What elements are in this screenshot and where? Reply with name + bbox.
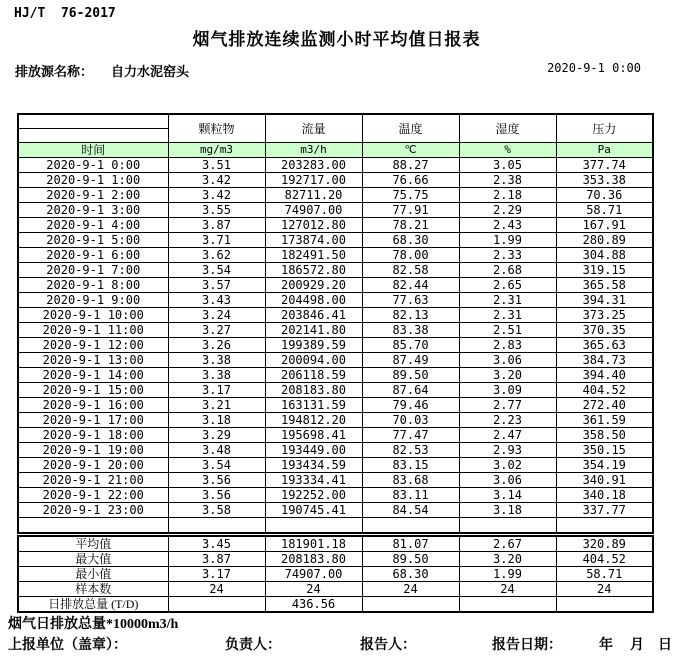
summary-value-pressure: 320.89 (556, 536, 653, 552)
report-meta (15, 61, 659, 77)
spacer-row (18, 518, 653, 534)
data-row (18, 323, 653, 338)
value-cell-flow: 200094.00 (265, 353, 362, 368)
value-cell-humidity: 3.06 (459, 473, 556, 488)
value-cell-pm: 3.26 (168, 338, 265, 353)
summary-value-pm: 3.87 (168, 552, 265, 567)
data-row (18, 398, 653, 413)
summary-value-pm: 3.45 (168, 536, 265, 552)
value-cell-temperature: 77.91 (362, 203, 459, 218)
value-cell-pm: 3.18 (168, 413, 265, 428)
value-cell-pressure: 167.91 (556, 218, 653, 233)
standard-code: HJ/T 76-2017 (14, 6, 116, 21)
value-cell-flow: 208183.80 (265, 383, 362, 398)
corner-cell-bottom (18, 129, 168, 143)
value-cell-temperature: 82.13 (362, 308, 459, 323)
value-cell-pressure: 365.58 (556, 278, 653, 293)
value-cell-pressure: 70.36 (556, 188, 653, 203)
value-cell-temperature: 87.64 (362, 383, 459, 398)
value-cell-flow: 193434.59 (265, 458, 362, 473)
time-header: 时间 (18, 143, 168, 158)
value-cell-humidity: 2.31 (459, 293, 556, 308)
summary-value-pressure: 24 (556, 582, 653, 597)
time-cell: 2020-9-1 1:00 (18, 173, 168, 188)
time-cell: 2020-9-1 5:00 (18, 233, 168, 248)
value-cell-pressure: 58.71 (556, 203, 653, 218)
summary-row (18, 582, 653, 597)
summary-value-temperature: 81.07 (362, 536, 459, 552)
value-cell-humidity: 2.65 (459, 278, 556, 293)
value-cell-temperature: 78.21 (362, 218, 459, 233)
day-label: 日 (658, 638, 672, 653)
data-row (18, 428, 653, 443)
data-row (18, 218, 653, 233)
summary-value-humidity: 24 (459, 582, 556, 597)
data-row (18, 413, 653, 428)
summary-value-humidity: 2.67 (459, 536, 556, 552)
value-cell-pressure: 358.50 (556, 428, 653, 443)
column-header-humidity: 湿度 (459, 114, 556, 143)
value-cell-temperature: 85.70 (362, 338, 459, 353)
value-cell-pm: 3.54 (168, 458, 265, 473)
value-cell-pressure: 354.19 (556, 458, 653, 473)
empty-cell (459, 518, 556, 534)
column-header-pm: 颗粒物 (168, 114, 265, 143)
value-cell-humidity: 3.14 (459, 488, 556, 503)
value-cell-pressure: 280.89 (556, 233, 653, 248)
value-cell-temperature: 78.00 (362, 248, 459, 263)
summary-label: 最小值 (18, 567, 168, 582)
data-row (18, 173, 653, 188)
value-cell-flow: 204498.00 (265, 293, 362, 308)
month-label: 月 (630, 638, 644, 653)
data-row (18, 158, 653, 173)
value-cell-pm: 3.57 (168, 278, 265, 293)
column-header-pressure: 压力 (556, 114, 653, 143)
data-row (18, 203, 653, 218)
summary-value-pm: 24 (168, 582, 265, 597)
signature-row (0, 634, 673, 652)
value-cell-flow: 206118.59 (265, 368, 362, 383)
value-cell-pm: 3.42 (168, 188, 265, 203)
data-row (18, 368, 653, 383)
value-cell-pressure: 272.40 (556, 398, 653, 413)
time-cell: 2020-9-1 2:00 (18, 188, 168, 203)
value-cell-temperature: 75.75 (362, 188, 459, 203)
time-cell: 2020-9-1 9:00 (18, 293, 168, 308)
time-cell: 2020-9-1 23:00 (18, 503, 168, 518)
value-cell-flow: 163131.59 (265, 398, 362, 413)
time-cell: 2020-9-1 22:00 (18, 488, 168, 503)
value-cell-pm: 3.38 (168, 353, 265, 368)
time-cell: 2020-9-1 20:00 (18, 458, 168, 473)
value-cell-pressure: 340.18 (556, 488, 653, 503)
summary-value-pressure: 58.71 (556, 567, 653, 582)
value-cell-temperature: 87.49 (362, 353, 459, 368)
data-row (18, 233, 653, 248)
data-row (18, 443, 653, 458)
value-cell-humidity: 2.33 (459, 248, 556, 263)
value-cell-flow: 193334.41 (265, 473, 362, 488)
data-row (18, 188, 653, 203)
value-cell-pm: 3.71 (168, 233, 265, 248)
time-cell: 2020-9-1 0:00 (18, 158, 168, 173)
summary-value-humidity: 1.99 (459, 567, 556, 582)
value-cell-temperature: 77.63 (362, 293, 459, 308)
time-cell: 2020-9-1 12:00 (18, 338, 168, 353)
value-cell-temperature: 70.03 (362, 413, 459, 428)
value-cell-humidity: 2.43 (459, 218, 556, 233)
data-row (18, 293, 653, 308)
value-cell-humidity: 2.23 (459, 413, 556, 428)
year-label: 年 (599, 638, 613, 653)
value-cell-humidity: 2.18 (459, 188, 556, 203)
summary-label: 日排放总量 (T/D) (18, 597, 168, 613)
summary-value-flow: 74907.00 (265, 567, 362, 582)
summary-value-pm (168, 597, 265, 613)
value-cell-humidity: 2.31 (459, 308, 556, 323)
summary-value-flow: 181901.18 (265, 536, 362, 552)
value-cell-flow: 82711.20 (265, 188, 362, 203)
value-cell-pm: 3.62 (168, 248, 265, 263)
value-cell-temperature: 82.44 (362, 278, 459, 293)
value-cell-temperature: 79.46 (362, 398, 459, 413)
time-cell: 2020-9-1 11:00 (18, 323, 168, 338)
value-cell-flow: 190745.41 (265, 503, 362, 518)
summary-value-temperature: 68.30 (362, 567, 459, 582)
value-cell-humidity: 2.83 (459, 338, 556, 353)
time-cell: 2020-9-1 21:00 (18, 473, 168, 488)
summary-label: 平均值 (18, 536, 168, 552)
column-unit-pm: mg/m3 (168, 143, 265, 158)
time-cell: 2020-9-1 3:00 (18, 203, 168, 218)
value-cell-pm: 3.29 (168, 428, 265, 443)
value-cell-humidity: 2.93 (459, 443, 556, 458)
value-cell-flow: 199389.59 (265, 338, 362, 353)
value-cell-pressure: 350.15 (556, 443, 653, 458)
value-cell-humidity: 2.29 (459, 203, 556, 218)
value-cell-flow: 194812.20 (265, 413, 362, 428)
data-row (18, 473, 653, 488)
empty-cell (18, 518, 168, 534)
value-cell-pm: 3.58 (168, 503, 265, 518)
source-label: 排放源名称： (15, 64, 94, 79)
value-cell-humidity: 3.20 (459, 368, 556, 383)
value-cell-temperature: 82.53 (362, 443, 459, 458)
value-cell-pressure: 377.74 (556, 158, 653, 173)
time-cell: 2020-9-1 19:00 (18, 443, 168, 458)
header-row-params (18, 114, 653, 129)
value-cell-humidity: 2.38 (459, 173, 556, 188)
summary-value-flow: 208183.80 (265, 552, 362, 567)
time-cell: 2020-9-1 8:00 (18, 278, 168, 293)
value-cell-pm: 3.48 (168, 443, 265, 458)
summary-value-flow: 436.56 (265, 597, 362, 613)
summary-value-humidity: 3.20 (459, 552, 556, 567)
value-cell-pm: 3.42 (168, 173, 265, 188)
value-cell-pm: 3.38 (168, 368, 265, 383)
value-cell-humidity: 2.47 (459, 428, 556, 443)
value-cell-humidity: 2.51 (459, 323, 556, 338)
time-cell: 2020-9-1 13:00 (18, 353, 168, 368)
header-row-units (18, 143, 653, 158)
value-cell-temperature: 83.38 (362, 323, 459, 338)
value-cell-temperature: 83.11 (362, 488, 459, 503)
value-cell-flow: 200929.20 (265, 278, 362, 293)
column-unit-flow: m3/h (265, 143, 362, 158)
value-cell-pressure: 337.77 (556, 503, 653, 518)
time-cell: 2020-9-1 6:00 (18, 248, 168, 263)
value-cell-flow: 186572.80 (265, 263, 362, 278)
value-cell-pressure: 394.31 (556, 293, 653, 308)
reporter-label: 报告人： (360, 638, 416, 653)
data-row (18, 248, 653, 263)
hourly-average-table (17, 113, 654, 534)
value-cell-pm: 3.55 (168, 203, 265, 218)
flow-total-footnote: 烟气日排放总量*10000m3/h (8, 617, 179, 632)
value-cell-pressure: 373.25 (556, 308, 653, 323)
time-cell: 2020-9-1 14:00 (18, 368, 168, 383)
value-cell-pm: 3.43 (168, 293, 265, 308)
empty-cell (265, 518, 362, 534)
time-cell: 2020-9-1 7:00 (18, 263, 168, 278)
data-row (18, 503, 653, 518)
value-cell-humidity: 2.77 (459, 398, 556, 413)
empty-cell (556, 518, 653, 534)
time-cell: 2020-9-1 15:00 (18, 383, 168, 398)
value-cell-pm: 3.54 (168, 263, 265, 278)
value-cell-humidity: 3.06 (459, 353, 556, 368)
data-row (18, 488, 653, 503)
summary-row (18, 552, 653, 567)
summary-table (17, 535, 654, 613)
value-cell-temperature: 84.54 (362, 503, 459, 518)
value-cell-flow: 127012.80 (265, 218, 362, 233)
summary-value-pressure: 404.52 (556, 552, 653, 567)
value-cell-humidity: 3.02 (459, 458, 556, 473)
summary-value-flow: 24 (265, 582, 362, 597)
value-cell-pm: 3.24 (168, 308, 265, 323)
summary-value-humidity (459, 597, 556, 613)
value-cell-pm: 3.17 (168, 383, 265, 398)
value-cell-pressure: 394.40 (556, 368, 653, 383)
data-row (18, 278, 653, 293)
value-cell-temperature: 89.50 (362, 368, 459, 383)
report-date-label: 报告日期： (492, 638, 562, 653)
value-cell-temperature: 82.58 (362, 263, 459, 278)
data-row (18, 308, 653, 323)
value-cell-pressure: 370.35 (556, 323, 653, 338)
empty-cell (168, 518, 265, 534)
data-row (18, 263, 653, 278)
summary-row (18, 536, 653, 552)
value-cell-pm: 3.87 (168, 218, 265, 233)
value-cell-pressure: 361.59 (556, 413, 653, 428)
time-cell: 2020-9-1 17:00 (18, 413, 168, 428)
time-cell: 2020-9-1 4:00 (18, 218, 168, 233)
value-cell-pm: 3.21 (168, 398, 265, 413)
value-cell-humidity: 1.99 (459, 233, 556, 248)
value-cell-pressure: 304.88 (556, 248, 653, 263)
time-cell: 2020-9-1 16:00 (18, 398, 168, 413)
summary-row (18, 567, 653, 582)
value-cell-flow: 182491.50 (265, 248, 362, 263)
value-cell-flow: 203846.41 (265, 308, 362, 323)
value-cell-temperature: 76.66 (362, 173, 459, 188)
summary-value-temperature (362, 597, 459, 613)
value-cell-humidity: 3.18 (459, 503, 556, 518)
time-cell: 2020-9-1 18:00 (18, 428, 168, 443)
value-cell-humidity: 3.09 (459, 383, 556, 398)
value-cell-humidity: 3.05 (459, 158, 556, 173)
value-cell-pressure: 404.52 (556, 383, 653, 398)
report-unit-label: 上报单位（盖章）： (8, 638, 127, 653)
value-cell-flow: 173874.00 (265, 233, 362, 248)
value-cell-pressure: 319.15 (556, 263, 653, 278)
column-header-flow: 流量 (265, 114, 362, 143)
summary-label: 样本数 (18, 582, 168, 597)
value-cell-pressure: 340.91 (556, 473, 653, 488)
summary-value-temperature: 89.50 (362, 552, 459, 567)
value-cell-pm: 3.51 (168, 158, 265, 173)
value-cell-flow: 203283.00 (265, 158, 362, 173)
value-cell-flow: 202141.80 (265, 323, 362, 338)
value-cell-flow: 193449.00 (265, 443, 362, 458)
column-unit-pressure: Pa (556, 143, 653, 158)
corner-cell-top (18, 114, 168, 129)
value-cell-flow: 195698.41 (265, 428, 362, 443)
value-cell-temperature: 88.27 (362, 158, 459, 173)
data-row (18, 338, 653, 353)
value-cell-flow: 192717.00 (265, 173, 362, 188)
value-cell-temperature: 77.47 (362, 428, 459, 443)
empty-cell (362, 518, 459, 534)
responsible-label: 负责人： (225, 638, 281, 653)
summary-row (18, 597, 653, 613)
value-cell-temperature: 83.15 (362, 458, 459, 473)
value-cell-temperature: 83.68 (362, 473, 459, 488)
summary-value-temperature: 24 (362, 582, 459, 597)
value-cell-pressure: 365.63 (556, 338, 653, 353)
data-row (18, 353, 653, 368)
source-name: 自力水泥窑头 (111, 64, 190, 79)
data-row (18, 458, 653, 473)
value-cell-pm: 3.56 (168, 488, 265, 503)
summary-label: 最大值 (18, 552, 168, 567)
value-cell-flow: 192252.00 (265, 488, 362, 503)
page-title: 烟气排放连续监测小时平均值日报表 (192, 30, 481, 49)
summary-value-pressure (556, 597, 653, 613)
data-row (18, 383, 653, 398)
column-unit-temperature: ℃ (362, 143, 459, 158)
report-datetime: 2020-9-1 0:00 (547, 61, 641, 75)
time-cell: 2020-9-1 10:00 (18, 308, 168, 323)
summary-value-pm: 3.17 (168, 567, 265, 582)
value-cell-pressure: 353.38 (556, 173, 653, 188)
column-header-temperature: 温度 (362, 114, 459, 143)
value-cell-pm: 3.56 (168, 473, 265, 488)
value-cell-humidity: 2.68 (459, 263, 556, 278)
value-cell-pm: 3.27 (168, 323, 265, 338)
value-cell-temperature: 68.30 (362, 233, 459, 248)
value-cell-pressure: 384.73 (556, 353, 653, 368)
value-cell-flow: 74907.00 (265, 203, 362, 218)
column-unit-humidity: % (459, 143, 556, 158)
